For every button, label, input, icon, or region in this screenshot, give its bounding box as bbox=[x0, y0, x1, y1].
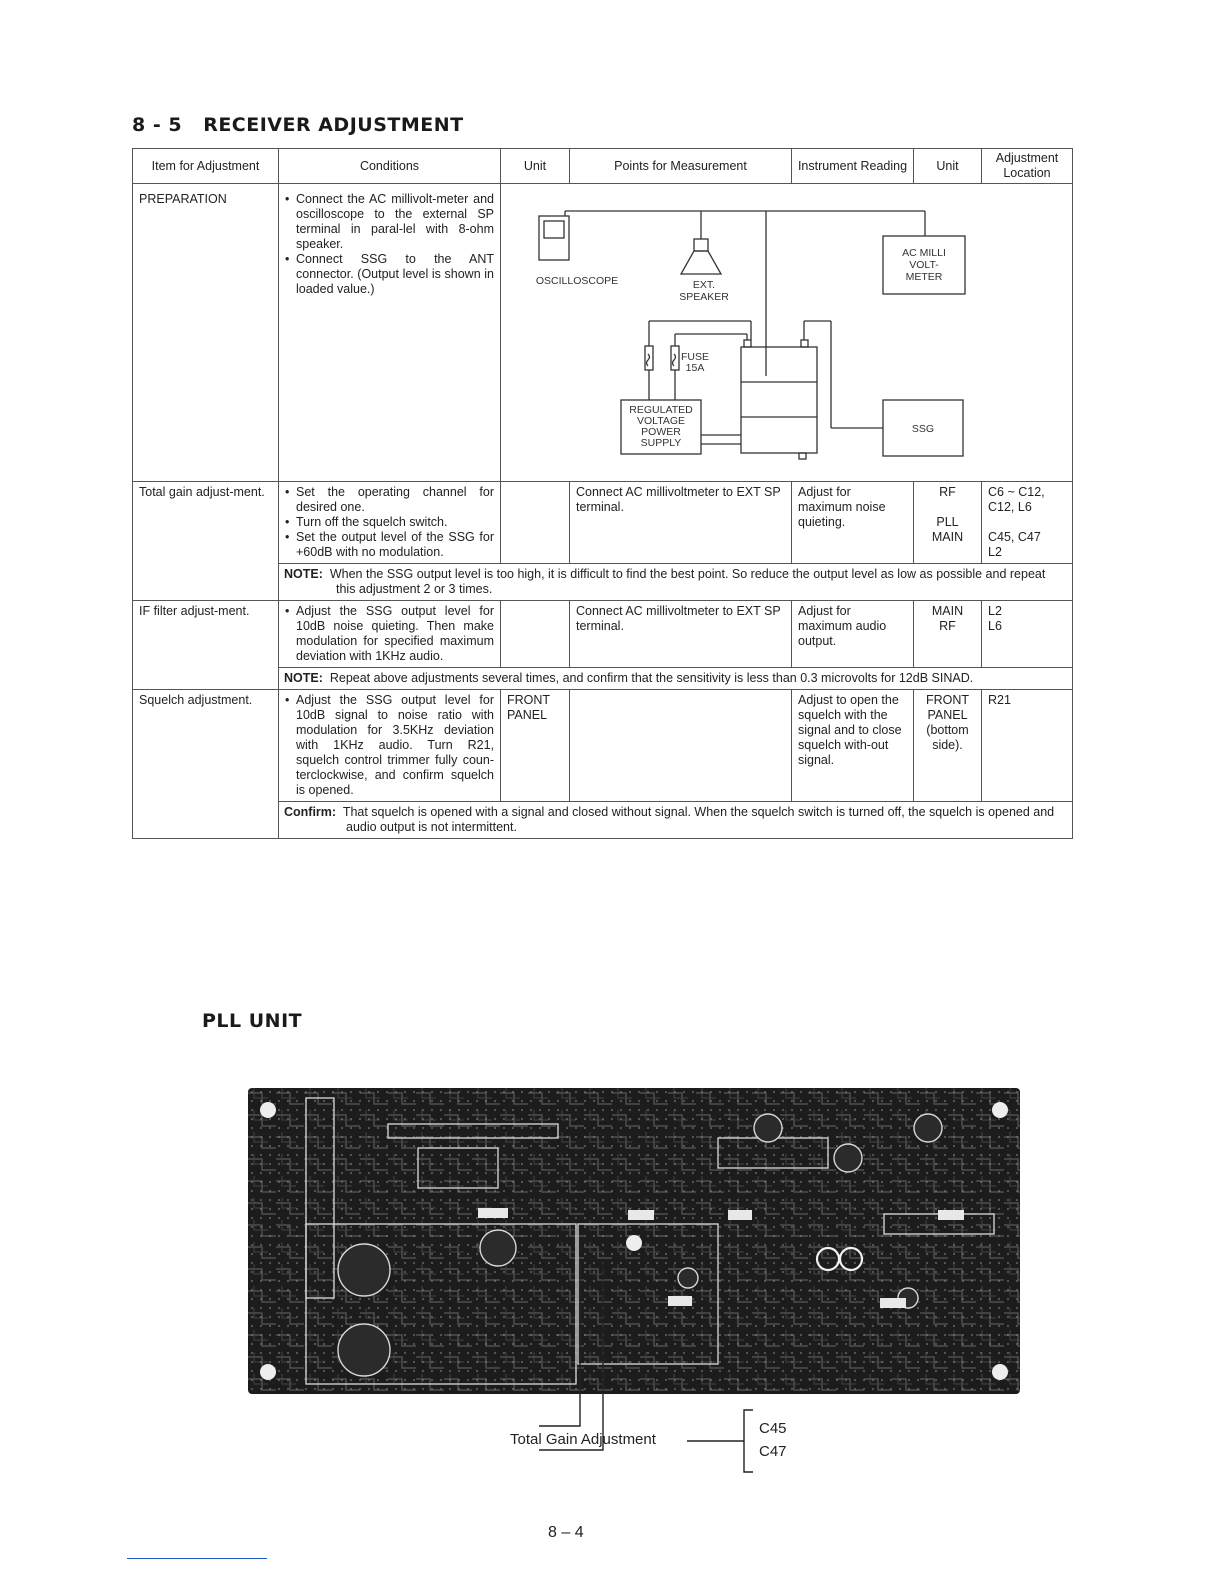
header-unit: Unit bbox=[501, 149, 570, 184]
note-label: NOTE: bbox=[284, 567, 323, 581]
connection-diagram-cell bbox=[501, 184, 1073, 482]
location-total-gain: C6 ~ C12, C12, L6 C45, C47 L2 bbox=[982, 482, 1073, 564]
section-number: 8 - 5 bbox=[132, 114, 183, 136]
radio-unit-icon bbox=[741, 340, 817, 459]
label-psu-2: VOLTAGE bbox=[636, 415, 686, 427]
c45-label: C45 bbox=[759, 1420, 787, 1437]
label-millivolt-3: METER bbox=[905, 271, 943, 283]
header-conditions: Conditions bbox=[279, 149, 501, 184]
adj-unit-total-gain: RF PLL MAIN bbox=[914, 482, 982, 564]
conditions-total-gain bbox=[279, 482, 501, 564]
note-total-gain bbox=[279, 564, 1073, 601]
page-number: 8 – 4 bbox=[548, 1524, 584, 1541]
location-if-filter: L2 L6 bbox=[982, 601, 1073, 668]
condition-item: • Connect SSG to the ANT connector. (Output level is shown in loaded value.) bbox=[285, 252, 494, 297]
header-points: Points for Measurement bbox=[570, 149, 792, 184]
points-total-gain: Connect AC millivoltmeter to EXT SP terminal. bbox=[570, 482, 792, 564]
table-row-total-gain bbox=[133, 482, 1073, 564]
section-title: RECEIVER ADJUSTMENT bbox=[203, 114, 464, 136]
location-squelch: R21 bbox=[982, 690, 1073, 802]
confirm-label: Confirm: bbox=[284, 805, 337, 819]
connection-diagram bbox=[501, 184, 1071, 480]
label-millivolt-1: AC MILLI bbox=[902, 247, 946, 259]
item-if-filter: IF filter adjust-ment. bbox=[133, 601, 279, 690]
conditions-preparation bbox=[279, 184, 501, 482]
points-if-filter: Connect AC millivoltmeter to EXT SP terminal. bbox=[570, 601, 792, 668]
unit-squelch: FRONT PANEL bbox=[501, 690, 570, 802]
adj-unit-if-filter: MAIN RF bbox=[914, 601, 982, 668]
confirm-squelch bbox=[279, 802, 1073, 839]
note-label: NOTE: bbox=[284, 671, 323, 685]
label-speaker-2: SPEAKER bbox=[679, 291, 729, 303]
callout-lines bbox=[500, 1250, 880, 1490]
footer-rule bbox=[127, 1558, 267, 1559]
table-row-squelch bbox=[133, 690, 1073, 802]
label-psu-1: REGULATED bbox=[629, 404, 693, 416]
speaker-icon bbox=[681, 239, 721, 274]
receiver-adjustment-table bbox=[132, 148, 1073, 839]
conditions-squelch bbox=[279, 690, 501, 802]
condition-item: • Connect the AC millivolt-meter and oscilloscope to the external SP terminal in paral-lel with 8-ohm speaker. bbox=[285, 192, 494, 252]
condition-item: • Adjust the SSG output level for 10dB noise quieting. Then make modulation for specified maximum deviation with 1KHz audio. bbox=[285, 604, 494, 664]
table-header-row bbox=[133, 149, 1073, 184]
label-ssg: SSG bbox=[911, 423, 935, 435]
reading-squelch: Adjust to open the squelch with the signal and to close squelch with-out signal. bbox=[792, 690, 914, 802]
condition-item: • Adjust the SSG output level for 10dB signal to noise ratio with modulation for 3.5KHz deviation with 1KHz audio. Turn R21, squelch control trimmer fully coun-terclockwise, and confirm squelch is opened. bbox=[285, 693, 494, 798]
note-text: When the SSG output level is too high, it is difficult to find the best point. So reduce the output level as low as possible and repeat this adjustment 2 or 3 times. bbox=[329, 567, 1046, 596]
confirm-text: That squelch is opened with a signal and closed without signal. When the squelch switch is turned off, the squelch is opened and audio output is not intermittent. bbox=[342, 805, 1055, 834]
note-text: Repeat above adjustments several times, and confirm that the sensitivity is less than 0.3 microvolts for 12dB SINAD. bbox=[329, 671, 974, 685]
conditions-if-filter bbox=[279, 601, 501, 668]
label-psu-4: SUPPLY bbox=[640, 437, 682, 449]
table-row-if-filter bbox=[133, 601, 1073, 668]
label-millivolt-2: VOLT- bbox=[909, 259, 939, 271]
label-oscilloscope: OSCILLOSCOPE bbox=[535, 275, 619, 287]
table-row-preparation bbox=[133, 184, 1073, 482]
label-speaker-1: EXT. bbox=[692, 279, 716, 291]
pll-unit-title: PLL UNIT bbox=[202, 1010, 303, 1032]
total-gain-callout-label: Total Gain Adjustment bbox=[510, 1431, 656, 1448]
unit-if-filter bbox=[501, 601, 570, 668]
adj-unit-squelch: FRONT PANEL (bottom side). bbox=[914, 690, 982, 802]
item-squelch: Squelch adjustment. bbox=[133, 690, 279, 839]
condition-item: • Set the output level of the SSG for +60dB with no modulation. bbox=[285, 530, 494, 560]
item-preparation: PREPARATION bbox=[133, 184, 279, 482]
header-adj-unit: Unit bbox=[914, 149, 982, 184]
section-heading bbox=[132, 114, 464, 136]
header-location: Adjustment Location bbox=[982, 149, 1073, 184]
unit-total-gain bbox=[501, 482, 570, 564]
c47-label: C47 bbox=[759, 1443, 787, 1460]
reading-if-filter: Adjust for maximum audio output. bbox=[792, 601, 914, 668]
item-total-gain: Total gain adjust-ment. bbox=[133, 482, 279, 601]
note-if-filter bbox=[279, 668, 1073, 690]
points-squelch bbox=[570, 690, 792, 802]
reading-total-gain: Adjust for maximum noise quieting. bbox=[792, 482, 914, 564]
label-fuse-1: FUSE bbox=[680, 351, 710, 363]
label-fuse-2: 15A bbox=[685, 362, 705, 374]
header-item: Item for Adjustment bbox=[133, 149, 279, 184]
condition-item: • Set the operating channel for desired one. bbox=[285, 485, 494, 515]
label-psu-3: POWER bbox=[641, 426, 681, 438]
condition-item: • Turn off the squelch switch. bbox=[285, 515, 494, 530]
header-reading: Instrument Reading bbox=[792, 149, 914, 184]
